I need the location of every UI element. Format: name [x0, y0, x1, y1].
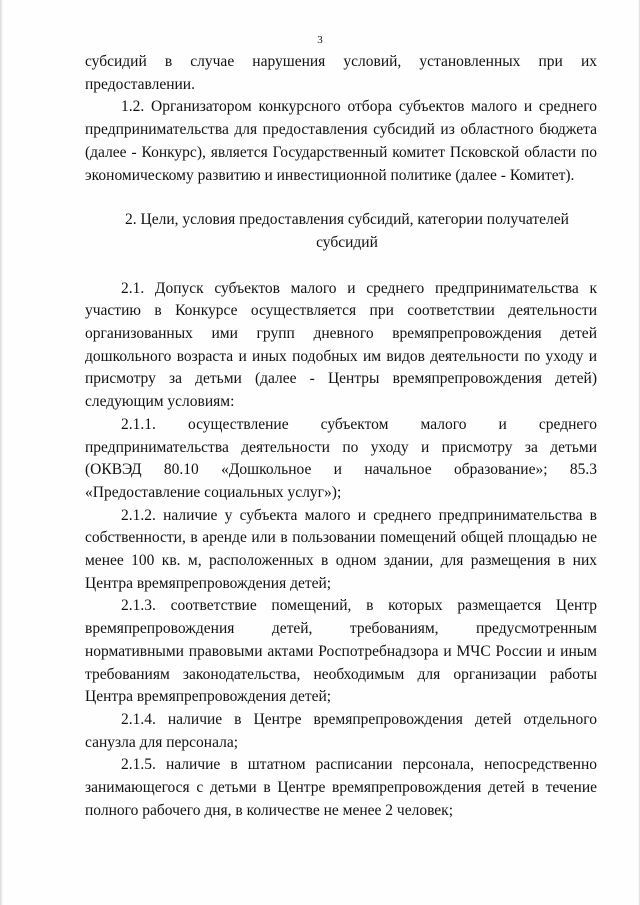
section-heading: 2. Цели, условия предоставления субсидий, категории получателей субсидий [125, 211, 569, 251]
page-number: 3 [317, 34, 323, 46]
spacer [85, 187, 597, 209]
scan-edge-left [0, 0, 3, 905]
document-body [85, 51, 597, 823]
paragraph-2-1-1: 2.1.1. осуществление субъектом малого и среднего предпринимательства деятельности по уходу и присмотру за детьми (ОКВЭД 80.10 «Дошкольное и начальное образование»; 85.3 «Предоставление социальных услуг»); [85, 415, 597, 501]
paragraph-2-1: 2.1. Допуск субъектов малого и среднего предпринимательства к участию в Конкурсе осуществляется при соответствии деятельности организованных ими групп дневного времяпрепровождения детей дошкольного возраста и иных подобных им видов деятельности по уходу и присмотру за детьми (далее - Центры времяпрепровождения детей) следующим условиям: [85, 279, 597, 411]
paragraph-continuation: субсидий в случае нарушения условий, установленных при их предоставлении. [85, 53, 597, 93]
paragraph-2-1-2: 2.1.2. наличие у субъекта малого и среднего предпринимательства в собственности, в аренде или в пользовании помещений общей площадью не менее 100 кв. м, расположенных в одном здании, для размещения в них Центра времяпрепровождения детей; [85, 506, 597, 592]
spacer [85, 255, 597, 278]
paragraph-2-1-4: 2.1.4. наличие в Центре времяпрепровождения детей отдельного санузла для персонала; [85, 710, 597, 751]
paragraph-1-2: 1.2. Организатором конкурсного отбора субъектов малого и среднего предпринимательства для предоставления субсидий из областного бюджета (далее - Конкурс), является Государственный комитет Псковской области по экономическому развитию и инвестиционной политике (далее - Комитет). [85, 98, 597, 184]
paragraph-2-1-5: 2.1.5. наличие в штатном расписании персонала, непосредственно занимающегося с детьми в Центре времяпрепровождения детей в течение полного рабочего дня, в количестве не менее 2 человек; [85, 756, 597, 819]
paragraph-2-1-3: 2.1.3. соответствие помещений, в которых размещается Центр времяпрепровождения детей, требованиям, предусмотренным нормативными правовыми актами Роспотребнадзора и МЧС России и иным требованиям законодательства, необходимым для организации работы Центра времяпрепровождения детей; [85, 597, 597, 706]
